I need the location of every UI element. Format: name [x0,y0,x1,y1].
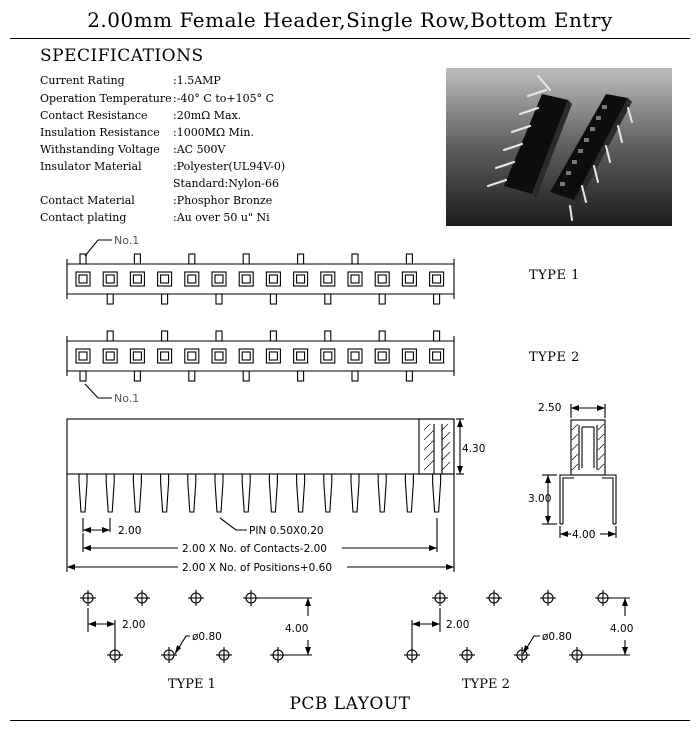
pin-tab [298,371,304,381]
pcb1-row: 4.00 [285,623,309,635]
side-view [542,404,616,538]
front-pin [242,474,250,512]
front-pin [161,474,169,512]
spec-label: Insulator Material [40,160,142,173]
contact-square [402,349,416,363]
pin-tab [162,331,168,341]
pcb-type1 [80,590,312,663]
spec-value: :20mΩ Max. [173,109,242,122]
contact-square [239,349,253,363]
specs-heading: SPECIFICATIONS [40,46,204,66]
contact-square [212,349,226,363]
contact-hole [351,352,359,360]
contact-square [212,272,226,286]
type2-top-view [67,331,454,381]
page-title: 2.00mm Female Header,Single Row,Bottom Entry [87,8,613,32]
contact-hole [351,275,359,283]
pin-tab [216,294,222,304]
contact-hole [133,275,141,283]
type1-top-view [67,254,454,304]
contact-square [76,349,90,363]
pin-tab [189,371,195,381]
contact-square [103,272,117,286]
pcb-type1-label: TYPE 1 [168,677,216,692]
front-pin [215,474,223,512]
spec-value: :1000MΩ Min. [173,126,254,139]
pin-tab [379,331,385,341]
contact-square [158,349,172,363]
pcb2-pitch: 2.00 [446,619,470,631]
contact-square [130,272,144,286]
front-pin [378,474,386,512]
pin-tab [298,254,304,264]
contact-square [348,349,362,363]
front-pin [133,474,141,512]
contact-hole [215,352,223,360]
pin-tab [243,371,249,381]
pin-tab [325,331,331,341]
pin-tab [216,331,222,341]
contact-hole [378,352,386,360]
contact-square [430,272,444,286]
pin-tab [406,371,412,381]
spec-label: Contact plating [40,211,127,224]
contact-hole [161,352,169,360]
pin-tab [243,254,249,264]
pcb1-hole: ø0.80 [192,631,222,643]
no1-label-bottom: No.1 [114,392,140,405]
pcb2-row: 4.00 [610,623,634,635]
contact-hole [324,352,332,360]
pcb-type2 [404,590,630,663]
spec-label: Operation Temperature [40,92,172,105]
bottom-divider [10,720,690,721]
contact-square [375,272,389,286]
spec-value: :Polyester(UL94V-0) [173,160,286,173]
pcb2-hole: ø0.80 [542,631,572,643]
contact-square [158,272,172,286]
pin-tab [80,371,86,381]
contact-square [130,349,144,363]
contact-hole [378,275,386,283]
contact-hole [106,352,114,360]
dim-pitch: 2.00 [118,525,142,537]
dim-side-leg: 3.00 [528,493,552,505]
pcb1-pitch: 2.00 [122,619,146,631]
pin-tab [134,371,140,381]
pin-tab [379,294,385,304]
no1-leader-top [85,240,112,256]
contact-hole [79,275,87,283]
spec-label: Current Rating [40,74,125,87]
contact-hole [106,275,114,283]
pin-tab [107,331,113,341]
pin-tab [107,294,113,304]
contact-hole [297,352,305,360]
no1-leader-bottom [85,384,112,398]
spec-label: Insulation Resistance [40,126,160,139]
front-pin [324,474,332,512]
contact-square [185,272,199,286]
front-pin [269,474,277,512]
contact-square [239,272,253,286]
contact-square [294,272,308,286]
contact-hole [215,275,223,283]
contact-square [266,272,280,286]
spec-value: :-40° C to+105° C [173,92,274,105]
front-pin [106,474,114,512]
contact-hole [433,352,441,360]
contact-hole [433,275,441,283]
contact-hole [161,275,169,283]
pcb-type2-label: TYPE 2 [462,677,510,692]
pin-tab [189,254,195,264]
pin-tab [325,294,331,304]
contact-square [185,349,199,363]
front-pin [297,474,305,512]
contact-hole [133,352,141,360]
front-pin [79,474,87,512]
spec-value: :AC 500V [173,143,226,156]
pin-tab [406,254,412,264]
front-pin [433,474,441,512]
pin-tab [270,331,276,341]
contact-square [294,349,308,363]
dim-side-span: 4.00 [572,529,596,541]
pin-tab [162,294,168,304]
contact-square [103,349,117,363]
spec-label: Contact Resistance [40,109,148,122]
contact-square [348,272,362,286]
contact-square [375,349,389,363]
contact-hole [242,275,250,283]
spec-value: Standard:Nylon-66 [173,177,279,190]
dim-height: 4.30 [462,443,486,455]
dim-positions: 2.00 X No. of Positions+0.60 [182,562,333,574]
dim-contacts: 2.00 X No. of Contacts-2.00 [182,543,327,555]
contact-hole [79,352,87,360]
pin-tab [434,331,440,341]
contact-hole [269,275,277,283]
contact-hole [324,275,332,283]
spec-value: :Phosphor Bronze [173,194,273,207]
dim-pin: PIN 0.50X0.20 [249,525,324,537]
contact-hole [405,275,413,283]
contact-hole [297,275,305,283]
contact-hole [188,352,196,360]
contact-hole [269,352,277,360]
type1-label: TYPE 1 [529,268,580,283]
no1-label-top: No.1 [114,234,140,247]
front-pin [405,474,413,512]
contact-hole [242,352,250,360]
pin-tab [270,294,276,304]
contact-square [76,272,90,286]
type2-label: TYPE 2 [529,350,580,365]
contact-square [321,349,335,363]
pin-tab [352,371,358,381]
contact-hole [405,352,413,360]
contact-square [402,272,416,286]
pin-tab [434,294,440,304]
contact-square [266,349,280,363]
spec-label: Contact Material [40,194,135,207]
spec-value: :Au over 50 u" Ni [173,211,270,224]
spec-value: :1.5AMP [173,74,221,87]
front-pin [188,474,196,512]
contact-square [430,349,444,363]
dim-side-width: 2.50 [538,402,562,414]
contact-square [321,272,335,286]
pin-tab [134,254,140,264]
pcb-layout-title: PCB LAYOUT [289,694,411,714]
spec-label: Withstanding Voltage [40,143,160,156]
pin-tab [352,254,358,264]
contact-hole [188,275,196,283]
front-pin [351,474,359,512]
